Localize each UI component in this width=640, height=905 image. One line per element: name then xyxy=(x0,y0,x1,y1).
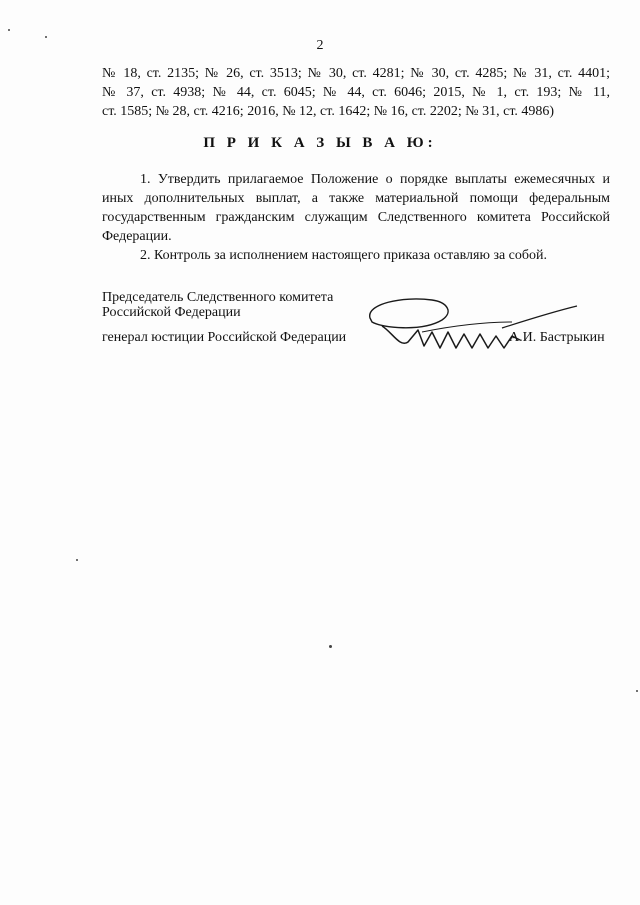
order-items xyxy=(102,170,610,265)
signatory-name: А.И. Бастрыкин xyxy=(509,330,605,345)
item-2-line: 2. Контроль за исполнением настоящего приказа оставляю за собой. xyxy=(140,248,548,263)
handwritten-signature xyxy=(362,292,582,362)
page-number: 2 xyxy=(316,38,324,53)
item-1-line: иных дополнительных выплат, а также материальной помощи федеральным xyxy=(102,191,610,206)
signatory-rank: генерал юстиции Российской Федерации xyxy=(102,330,347,345)
reference-line: ст. 1585; № 28, ст. 4216; 2016, № 12, ст. 1642; № 16, ст. 2202; № 31, ст. 4986) xyxy=(102,104,555,119)
order-heading: П Р И К А З Ы В А Ю: xyxy=(203,135,437,151)
signatory-title-line-1: Председатель Следственного комитета xyxy=(102,290,334,305)
scan-speck xyxy=(76,559,78,561)
reference-line: № 37, ст. 4938; № 44, ст. 6045; № 44, ст. 6046; 2015, № 1, ст. 193; № 11, xyxy=(102,85,610,100)
item-1-line: Федерации. xyxy=(102,229,172,244)
legal-references xyxy=(102,64,610,121)
item-1-line: государственным гражданским служащим Следственного комитета Российской xyxy=(102,210,610,225)
item-1-line: 1. Утвердить прилагаемое Положение о порядке выплаты ежемесячных и xyxy=(140,172,610,187)
scan-speck xyxy=(636,690,638,692)
scan-speck xyxy=(45,36,47,38)
signatory-title-line-2: Российской Федерации xyxy=(102,305,241,320)
scan-speck xyxy=(8,29,10,31)
scan-speck xyxy=(329,645,332,648)
reference-line: № 18, ст. 2135; № 26, ст. 3513; № 30, ст. 4281; № 30, ст. 4285; № 31, ст. 4401; xyxy=(102,66,610,81)
